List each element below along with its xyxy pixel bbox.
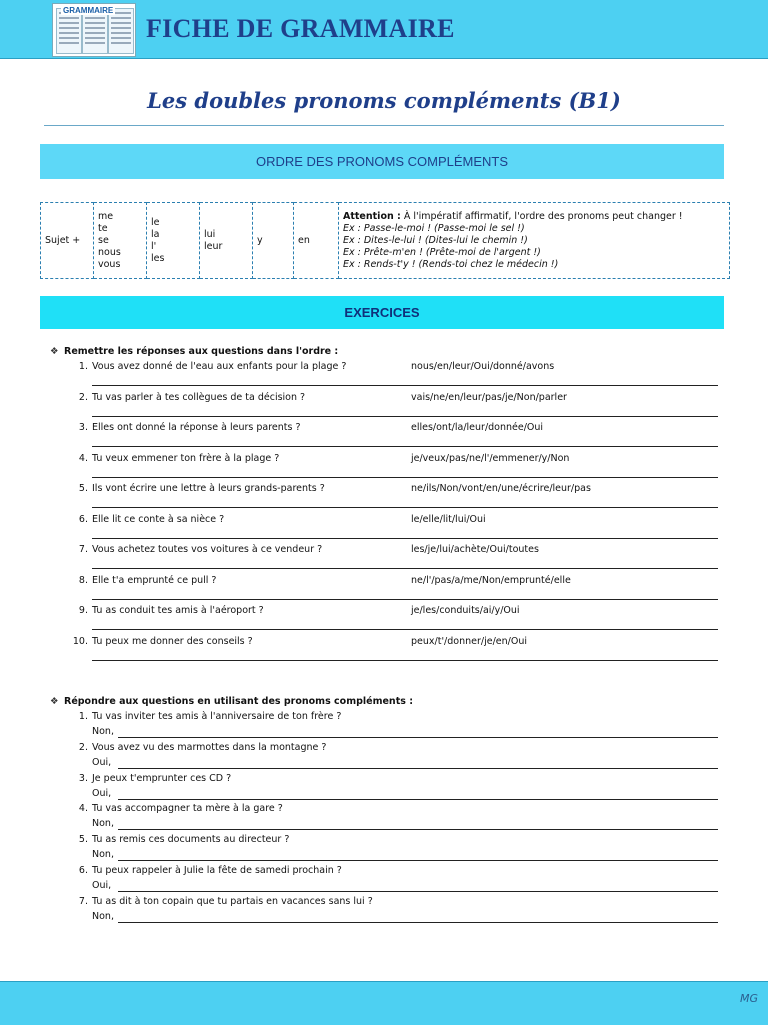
item-question: Tu peux rappeler à Julie la fête de samedi prochain ?	[92, 865, 342, 876]
pronoun: l'	[151, 240, 157, 252]
item-scrambled-words: je/veux/pas/ne/l'/emmener/y/Non	[411, 452, 570, 464]
answer-line[interactable]	[118, 768, 718, 769]
pronoun-group-2	[147, 203, 200, 279]
pronoun: te	[98, 222, 108, 234]
example-3: Ex : Prête-m'en ! (Prête-moi de l'argent !)	[343, 246, 541, 258]
answer-prefix: Non,	[92, 726, 114, 737]
item-scrambled-words: ne/ils/Non/vont/en/une/écrire/leur/pas	[411, 483, 591, 494]
exercise-2-title	[50, 696, 413, 707]
pronoun-group-1	[94, 203, 147, 279]
item-question: Je peux t'emprunter ces CD ?	[92, 772, 232, 784]
item-scrambled-words: nous/en/leur/Oui/donné/avons	[411, 361, 555, 372]
pronoun: me	[98, 210, 114, 222]
answer-line[interactable]	[118, 799, 718, 800]
example-2: Ex : Dites-le-lui ! (Dites-lui le chemin !)	[343, 234, 528, 246]
attention-text: À l'impératif affirmatif, l'ordre des pronoms peut changer !	[400, 210, 683, 222]
item-number: 1.	[78, 361, 88, 372]
item-number: 7.	[78, 544, 88, 555]
pronoun-order-table	[40, 202, 730, 279]
item-question: Elles ont donné la réponse à leurs parents ?	[92, 422, 301, 433]
attention-note	[339, 203, 730, 279]
answer-line[interactable]	[92, 385, 718, 386]
answer-line[interactable]	[92, 599, 718, 600]
item-question: Tu vas parler à tes collègues de ta décision ?	[92, 391, 306, 403]
item-number: 7.	[78, 895, 88, 907]
item-number: 10.	[72, 635, 88, 647]
item-number: 4.	[78, 803, 88, 815]
pronoun-group-3	[200, 203, 253, 279]
answer-line[interactable]	[92, 507, 718, 508]
answer-prefix: Non,	[92, 818, 114, 830]
answer-line[interactable]	[92, 477, 718, 478]
item-number: 4.	[78, 452, 88, 464]
answer-prefix: Non,	[92, 910, 114, 922]
order-section-heading: ORDRE DES PRONOMS COMPLÉMENTS	[40, 144, 724, 179]
pronoun: nous	[98, 246, 121, 258]
item-number: 2.	[78, 391, 88, 403]
answer-line[interactable]	[92, 660, 718, 661]
item-question: Tu vas accompagner ta mère à la gare ?	[92, 803, 283, 815]
pronoun: vous	[98, 258, 121, 270]
example-1: Ex : Passe-le-moi ! (Passe-moi le sel !)	[343, 222, 525, 234]
item-question: Vous avez vu des marmottes dans la montagne ?	[92, 741, 327, 753]
item-number: 6.	[78, 865, 88, 876]
pronoun: leur	[204, 240, 223, 252]
item-question: Vous achetez toutes vos voitures à ce vendeur ?	[92, 544, 323, 555]
item-number: 2.	[78, 741, 88, 753]
item-scrambled-words: je/les/conduits/ai/y/Oui	[411, 605, 520, 616]
answer-line[interactable]	[92, 416, 718, 417]
pronoun: les	[151, 252, 165, 264]
answer-prefix: Oui,	[92, 880, 112, 891]
answer-line[interactable]	[92, 568, 718, 569]
item-question: Ils vont écrire une lettre à leurs grands-parents ?	[92, 483, 325, 494]
item-question: Tu as remis ces documents au directeur ?	[92, 834, 290, 846]
item-scrambled-words: elles/ont/la/leur/donnée/Oui	[411, 422, 544, 433]
item-question: Elle lit ce conte à sa nièce ?	[92, 513, 225, 525]
answer-line[interactable]	[118, 860, 718, 861]
pronoun: se	[98, 234, 109, 246]
document-title: Les doubles pronoms compléments (B1)	[147, 88, 621, 113]
item-question: Vous avez donné de l'eau aux enfants pour la plage ?	[92, 361, 347, 372]
item-question: Tu vas inviter tes amis à l'anniversaire de ton frère ?	[92, 711, 342, 722]
answer-line[interactable]	[118, 829, 718, 830]
exercises-heading: EXERCICES	[40, 296, 724, 329]
item-scrambled-words: ne/l'/pas/a/me/Non/emprunté/elle	[411, 574, 571, 586]
answer-line[interactable]	[118, 922, 718, 923]
pronoun: lui	[204, 228, 216, 240]
answer-line[interactable]	[118, 891, 718, 892]
answer-line[interactable]	[92, 538, 718, 539]
answer-line[interactable]	[92, 629, 718, 630]
item-number: 5.	[78, 483, 88, 494]
grammar-logo-image	[52, 3, 136, 57]
answer-line[interactable]	[118, 737, 718, 738]
item-question: Tu peux me donner des conseils ?	[92, 635, 253, 647]
item-scrambled-words: le/elle/lit/lui/Oui	[411, 513, 486, 525]
item-number: 8.	[78, 574, 88, 586]
diamond-bullet-icon: ❖	[50, 346, 59, 357]
answer-line[interactable]	[92, 446, 718, 447]
header-title: FICHE DE GRAMMAIRE	[146, 14, 455, 43]
page-header	[0, 0, 768, 59]
title-divider	[44, 125, 724, 126]
item-number: 3.	[78, 772, 88, 784]
pronoun-group-5: en	[294, 203, 339, 279]
item-number: 3.	[78, 422, 88, 433]
answer-prefix: Non,	[92, 849, 114, 861]
item-scrambled-words: peux/t'/donner/je/en/Oui	[411, 635, 527, 647]
item-number: 5.	[78, 834, 88, 846]
item-number: 6.	[78, 513, 88, 525]
item-scrambled-words: les/je/lui/achète/Oui/toutes	[411, 544, 539, 555]
example-4: Ex : Rends-t'y ! (Rends-toi chez le médecin !)	[343, 258, 559, 270]
exercise-2-instruction: Répondre aux questions en utilisant des pronoms compléments :	[64, 696, 413, 707]
logo-text: GRAMMAIRE	[63, 6, 114, 15]
footer-initials: MG	[739, 992, 758, 1005]
item-question: Tu veux emmener ton frère à la plage ?	[92, 452, 280, 464]
item-question: Elle t'a emprunté ce pull ?	[92, 574, 217, 586]
item-scrambled-words: vais/ne/en/leur/pas/je/Non/parler	[411, 391, 567, 403]
pronoun-group-4: y	[253, 203, 294, 279]
pronoun: le	[151, 216, 160, 228]
item-question: Tu as dit à ton copain que tu partais en vacances sans lui ?	[92, 895, 373, 907]
item-number: 1.	[78, 711, 88, 722]
page-footer	[0, 981, 768, 1025]
answer-prefix: Oui,	[92, 756, 112, 768]
diamond-bullet-icon: ❖	[50, 696, 59, 707]
pronoun: la	[151, 228, 160, 240]
item-question: Tu as conduit tes amis à l'aéroport ?	[92, 605, 264, 616]
exercise-1-instruction: Remettre les réponses aux questions dans l'ordre :	[64, 346, 339, 357]
item-number: 9.	[78, 605, 88, 616]
subject-cell: Sujet +	[41, 203, 94, 279]
exercise-1-title	[50, 346, 338, 357]
answer-prefix: Oui,	[92, 787, 112, 799]
attention-label: Attention :	[343, 210, 401, 222]
